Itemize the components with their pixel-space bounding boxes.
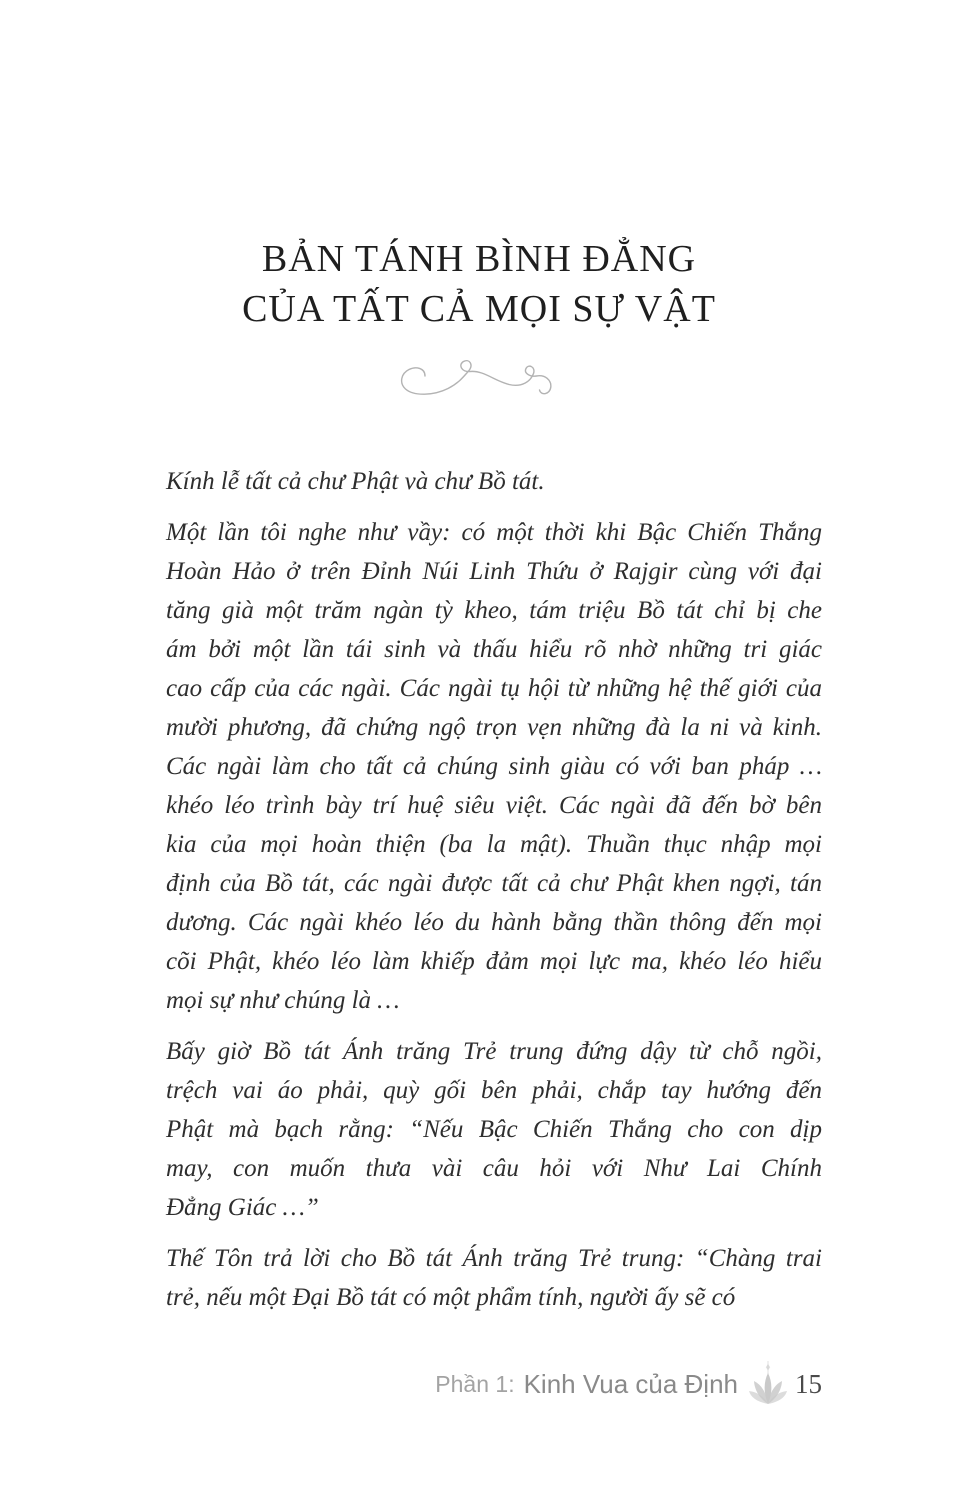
paragraph [166,513,822,1020]
text-line: Kính lễ tất cả chư Phật và chư Bồ tát. [166,468,545,495]
chapter-title-line1: BẢN TÁNH BÌNH ĐẲNG [261,238,697,280]
text-line: may, con muốn thưa vài câu hỏi với Như Lai Chính [166,1155,822,1182]
chapter-title-line2: CỦA TẤT CẢ MỌI SỰ VẬT [242,288,716,330]
text-line: tăng già một trăm ngàn tỳ kheo, tám triệu Bồ tát chỉ bị che [166,597,822,624]
text-line: kia của mọi hoàn thiện (ba la mật). Thuần thục nhập mọi [166,831,822,858]
text-line: trẻ, nếu một Đại Bồ tát có một phẩm tính, người ấy sẽ có [166,1284,736,1311]
text-line: Hoàn Hảo ở trên Đỉnh Núi Linh Thứu ở Rajgir cùng với đại [166,558,822,585]
paragraph [166,1239,822,1317]
text-line: khéo léo trình bày trí huệ siêu việt. Các ngài đã đến bờ bên [166,792,822,819]
text-line: Bấy giờ Bồ tát Ánh trăng Trẻ trung đứng dậy từ chỗ ngồi, [166,1038,822,1065]
text-line: cao cấp của các ngài. Các ngài tụ hội từ những hệ thế giới của [166,675,822,702]
body-text [166,462,822,1329]
paragraph [166,1032,822,1227]
text-line: Một lần tôi nghe như vầy: có một thời khi Bậc Chiến Thắng [166,519,822,546]
text-line: ám bởi một lần tái sinh và thấu hiểu rõ nhờ những tri giác [166,636,822,663]
text-line: Các ngài làm cho tất cả chúng sinh giàu có với ban pháp … [166,753,822,780]
paragraph [166,462,822,501]
text-line: định của Bồ tát, các ngài được tất cả chư Phật khen ngợi, tán [166,870,822,897]
swirl-flourish-icon [392,356,568,402]
chapter-title [0,234,958,334]
footer-book-title: Kinh Vua của Định [523,1368,738,1399]
page-footer [435,1360,822,1408]
text-line: Đẳng Giác …” [166,1194,319,1221]
footer-part-label: Phần 1: [435,1370,515,1397]
lotus-icon [748,1360,788,1408]
text-line: cõi Phật, khéo léo làm khiếp đảm mọi lực ma, khéo léo hiểu [166,948,822,975]
text-line: mọi sự như chúng là … [166,987,400,1014]
text-line: dương. Các ngài khéo léo du hành bằng thần thông đến mọi [166,909,822,936]
text-line: Thế Tôn trả lời cho Bồ tát Ánh trăng Trẻ trung: “Chàng trai [166,1245,822,1272]
text-line: mười phương, đã chứng ngộ trọn vẹn những đà la ni và kinh. [166,714,822,741]
text-line: Phật mà bạch rằng: “Nếu Bậc Chiến Thắng cho con dịp [166,1116,822,1143]
text-line: trệch vai áo phải, quỳ gối bên phải, chắp tay hướng đến [166,1077,822,1104]
page-number: 15 [795,1368,822,1399]
